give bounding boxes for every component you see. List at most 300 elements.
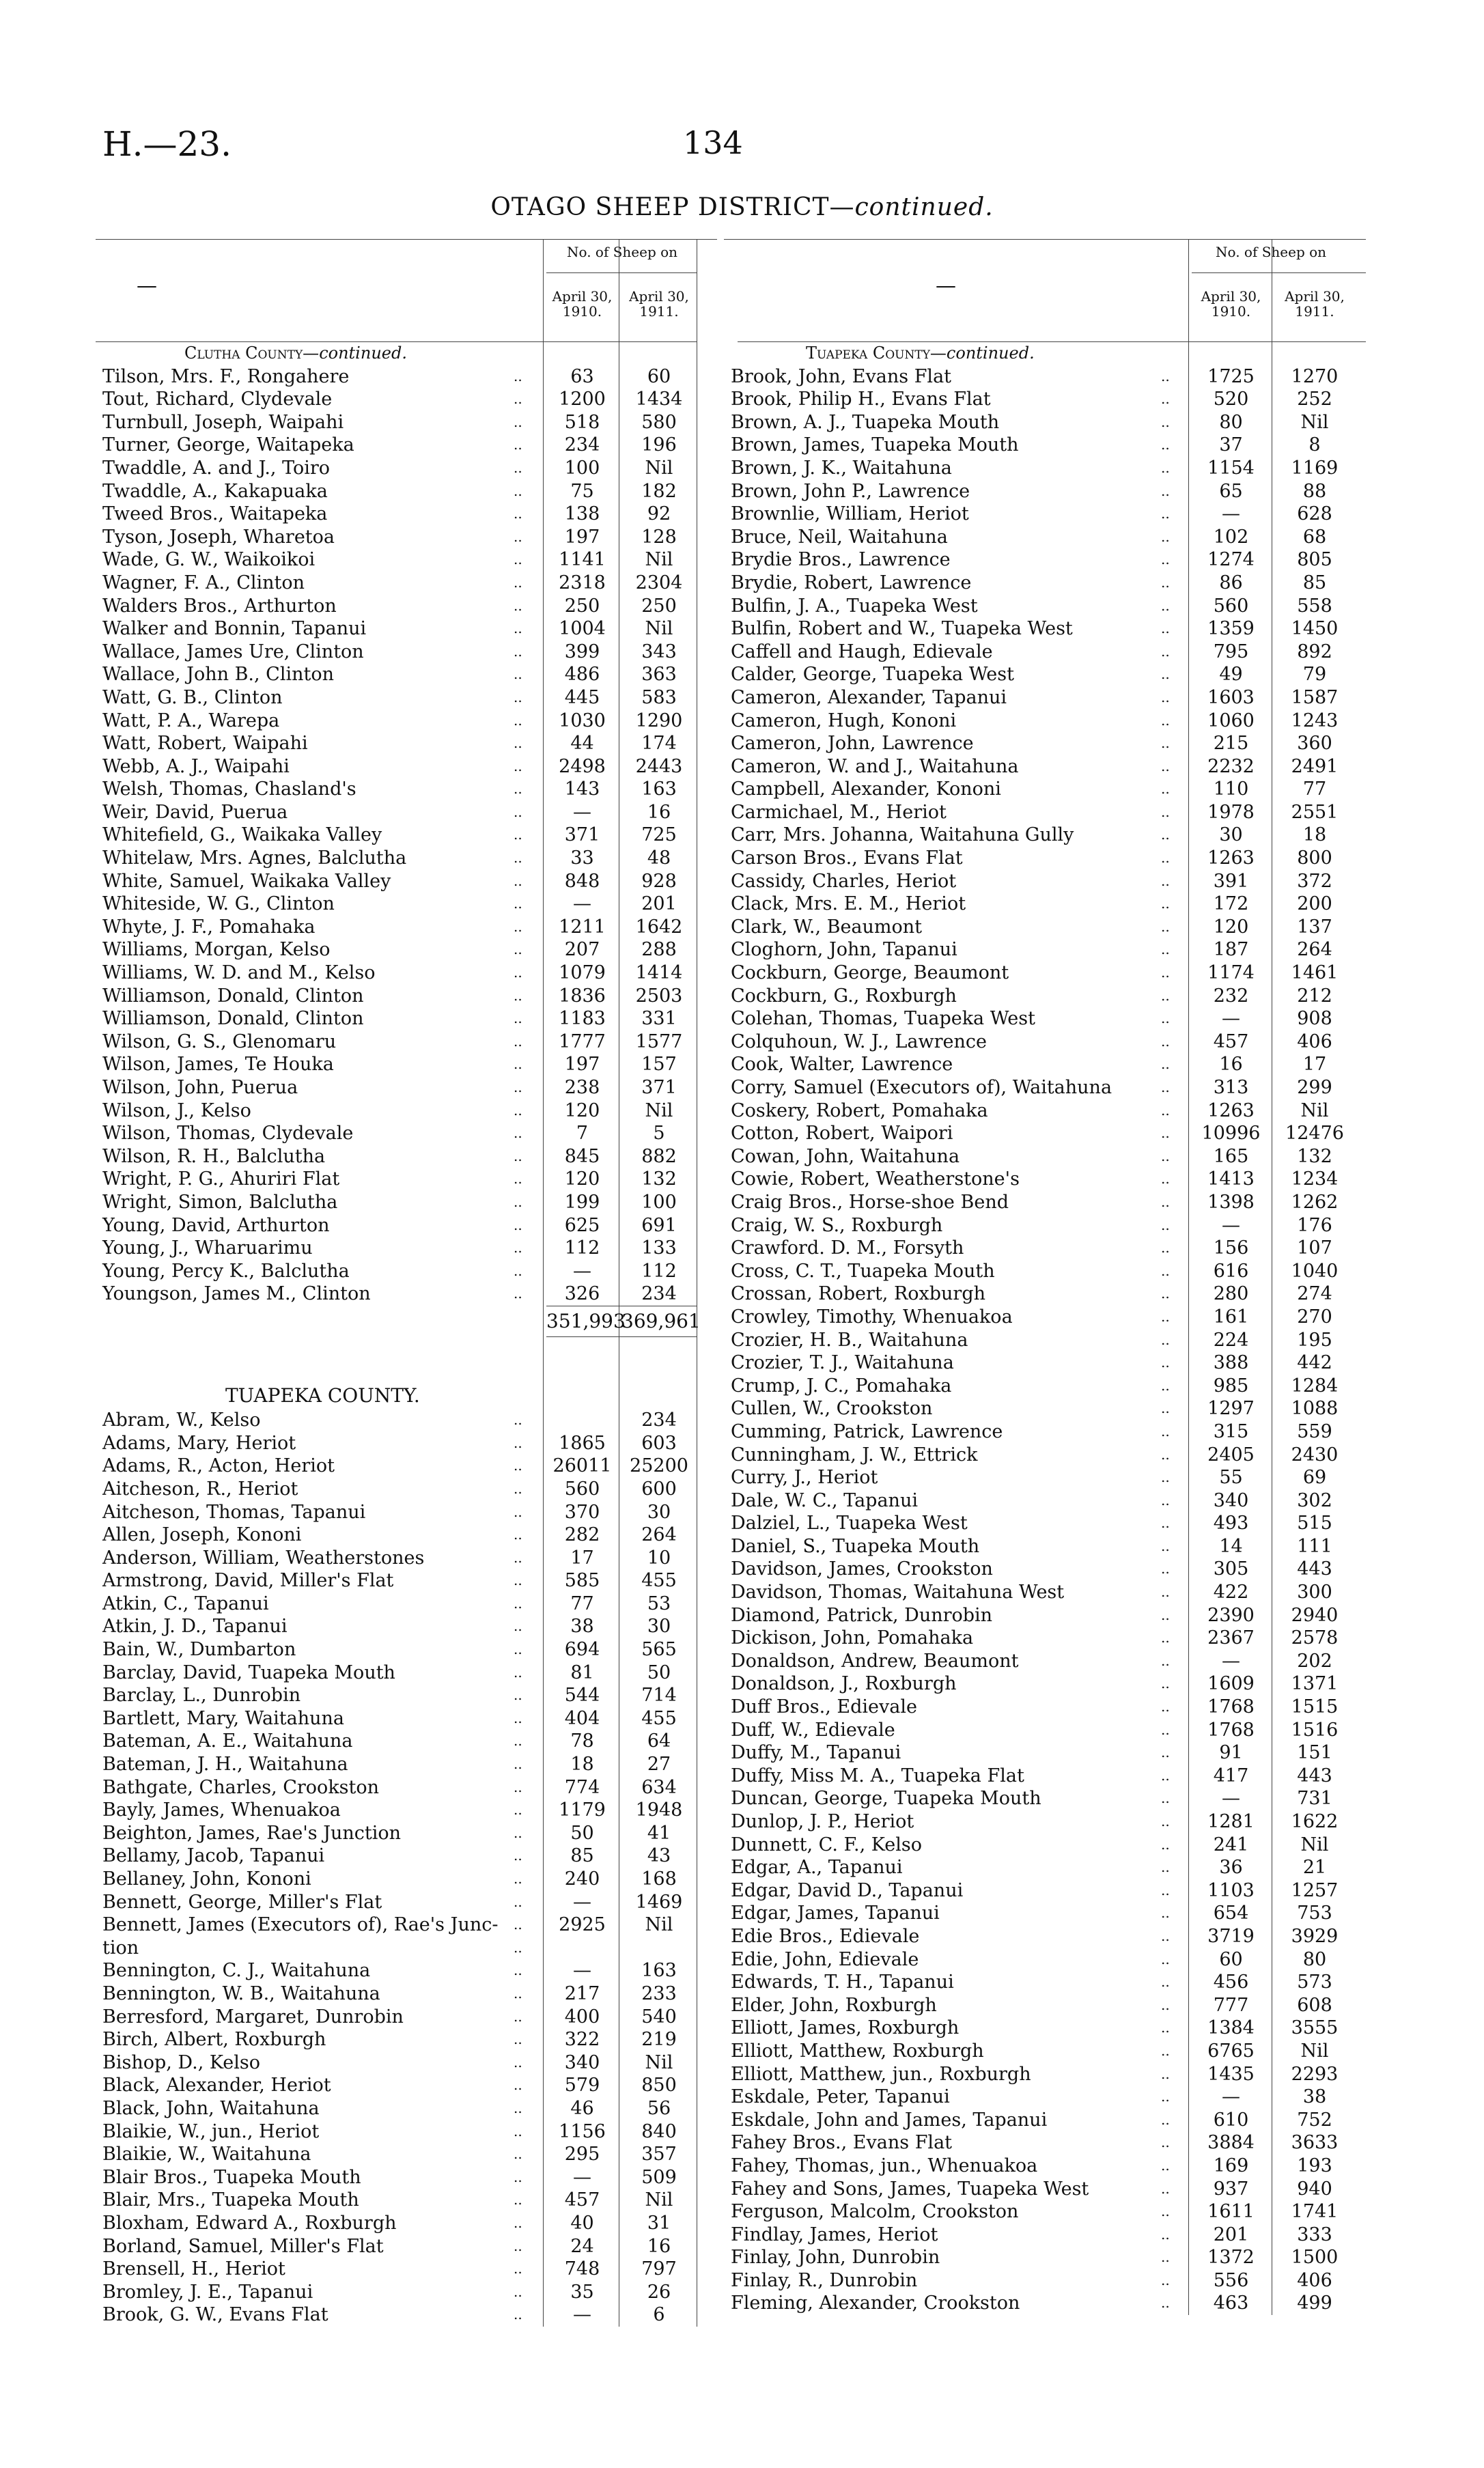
holder-name: Cross, C. T., Tuapeka Mouth (731, 1260, 995, 1282)
table-row (96, 1478, 717, 1501)
holder-name: Brook, G. W., Evans Flat (102, 2304, 328, 2326)
sheep-1910: 240 (564, 1868, 600, 1890)
table-row (96, 686, 717, 710)
table-row (724, 2292, 1366, 2315)
sheep-1911: 17 (1302, 1054, 1327, 1076)
sheep-1911: 163 (641, 1960, 677, 1982)
sheep-1911: 6 (653, 2304, 665, 2326)
holder-name: Cameron, Hugh, Kononi (731, 710, 957, 731)
holder-name: Barclay, L., Dunrobin (102, 1685, 301, 1707)
sheep-1911: 50 (647, 1661, 671, 1683)
sheep-1910: 463 (1213, 2292, 1249, 2314)
leader-dots: .. (514, 2099, 522, 2116)
holder-name: Bathgate, Charles, Crookston (102, 1776, 380, 1798)
holder-name: Tout, Richard, Clydevale (102, 389, 333, 410)
sheep-1910: 2405 (1207, 1444, 1255, 1466)
sheep-1911: 628 (1297, 503, 1332, 525)
sheep-1911: 455 (641, 1707, 677, 1729)
header-rule (1192, 272, 1366, 273)
sheep-1910: 493 (1213, 1513, 1249, 1534)
sheep-1911: 634 (641, 1776, 677, 1798)
holder-name: Turnbull, Joseph, Waipahi (102, 411, 344, 433)
leader-dots: .. (514, 528, 522, 545)
holder-name: Wilson, Thomas, Clydevale (102, 1123, 354, 1145)
leader-dots: .. (514, 1618, 522, 1635)
header-dash: — (936, 274, 956, 298)
holder-name: Brown, A. J., Tuapeka Mouth (731, 411, 1000, 433)
leader-dots: .. (514, 505, 522, 522)
leader-dots: .. (514, 735, 522, 752)
leader-dots: .. (514, 1239, 522, 1257)
table-row (724, 526, 1366, 549)
tuapeka-rows-left (96, 1409, 717, 2327)
holder-name: Bartlett, Mary, Waitahuna (102, 1707, 345, 1729)
leader-dots: .. (1161, 436, 1170, 453)
sheep-1911: 357 (641, 2144, 677, 2165)
table-row (96, 1122, 717, 1145)
holder-name: Donaldson, J., Roxburgh (731, 1673, 957, 1695)
sheep-1911: 8 (1308, 434, 1321, 456)
sheep-1911: 515 (1297, 1513, 1332, 1534)
leader-dots: .. (1161, 1881, 1170, 1898)
sheep-1911: Nil (645, 1914, 673, 1936)
leader-dots: .. (1161, 528, 1170, 545)
leader-dots: .. (514, 895, 522, 912)
holder-name: Cameron, W. and J., Waitahuna (731, 755, 1019, 777)
sheep-1911: 299 (1297, 1077, 1332, 1098)
sheep-1911: 1500 (1291, 2247, 1339, 2269)
leader-dots: .. (514, 1916, 522, 1933)
holder-name: Cotton, Robert, Waipori (731, 1123, 953, 1145)
sheep-1911: 691 (641, 1214, 677, 1236)
sheep-1911: 753 (1297, 1903, 1332, 1924)
holder-name: Dunnett, C. F., Kelso (731, 1834, 922, 1855)
sheep-1910: 1768 (1207, 1719, 1255, 1741)
sheep-1910: 2390 (1207, 1604, 1255, 1626)
holder-name: Cumming, Patrick, Lawrence (731, 1420, 1003, 1442)
sheep-1910: 1384 (1207, 2017, 1255, 2039)
leader-dots: .. (1161, 1698, 1170, 1715)
holder-name: Bennett, James (Executors of), Rae's Junc- (102, 1914, 499, 1936)
leader-dots: .. (1161, 459, 1170, 476)
holder-name: Atkin, C., Tapanui (102, 1593, 269, 1614)
sheep-1910: 340 (564, 2051, 600, 2073)
sheep-1910: 65 (1219, 480, 1243, 502)
leader-dots: .. (514, 574, 522, 591)
header-col2: April 30, 1911. (1285, 288, 1345, 320)
sheep-1910: 404 (564, 1707, 600, 1729)
holder-name: Williams, Morgan, Kelso (102, 939, 331, 961)
sheep-1911: 195 (1297, 1329, 1332, 1351)
sheep-1911: Nil (1300, 1834, 1329, 1855)
sheep-1910: 120 (1213, 916, 1249, 938)
leader-dots: .. (514, 436, 522, 453)
sheep-1911: 509 (641, 2166, 677, 2188)
sheep-1910: — (1222, 1650, 1240, 1672)
holder-name: Fahey, Thomas, jun., Whenuakoa (731, 2155, 1038, 2176)
leader-dots: .. (1161, 1422, 1170, 1440)
leader-dots: .. (514, 1870, 522, 1887)
leader-dots: .. (1161, 1859, 1170, 1876)
sheep-1911: 573 (1297, 1972, 1332, 1993)
leader-dots: .. (514, 1824, 522, 1841)
leader-dots: .. (514, 757, 522, 774)
table-row (724, 1351, 1366, 1375)
sheep-1911: 1270 (1291, 365, 1339, 387)
table-row (724, 411, 1366, 434)
table-row (724, 1581, 1366, 1604)
sheep-1910: 224 (1213, 1329, 1249, 1351)
sheep-1911: 26 (647, 2281, 671, 2303)
leader-dots: .. (1161, 2203, 1170, 2220)
table-row (96, 1030, 717, 1054)
table-row (96, 617, 717, 641)
leader-dots: .. (514, 459, 522, 476)
holder-name: Borland, Samuel, Miller's Flat (102, 2235, 384, 2257)
sheep-1911: 443 (1297, 1558, 1332, 1580)
sheep-1911: 201 (641, 893, 677, 915)
sheep-1910: 486 (564, 664, 600, 686)
leader-dots: .. (1161, 1262, 1170, 1279)
header-col2: April 30, 1911. (629, 288, 689, 320)
holder-name: Eskdale, Peter, Tapanui (731, 2086, 950, 2108)
table-row (96, 2051, 717, 2075)
sheep-1911: 1450 (1291, 618, 1339, 640)
sheep-1910: 26011 (552, 1455, 612, 1477)
holder-name: Williamson, Donald, Clinton (102, 985, 364, 1007)
leader-dots: .. (514, 643, 522, 660)
holder-name: Webb, A. J., Waipahi (102, 755, 290, 777)
sheep-1911: 1622 (1291, 1811, 1339, 1832)
sheep-1910: 2318 (559, 572, 606, 593)
sheep-1911: 234 (641, 1410, 677, 1431)
leader-dots: .. (514, 688, 522, 705)
sheep-1911: 5 (653, 1123, 665, 1145)
sheep-1911: 252 (1297, 389, 1332, 410)
sheep-1910: 1274 (1207, 549, 1255, 571)
holder-name: Bruce, Neil, Waitahuna (731, 526, 948, 548)
sheep-1910: 241 (1213, 1834, 1249, 1855)
sheep-1911: 797 (641, 2258, 677, 2280)
holder-name: Brown, John P., Lawrence (731, 480, 970, 502)
table-row (96, 595, 717, 618)
table-row (724, 1765, 1366, 1788)
sheep-1911: 64 (647, 1730, 671, 1752)
sheep-1910: 44 (570, 733, 594, 755)
leader-dots: .. (1161, 1056, 1170, 1073)
holder-name: Bulfin, Robert and W., Tuapeka West (731, 618, 1073, 640)
leader-dots: .. (1161, 1010, 1170, 1027)
leader-dots: .. (514, 826, 522, 843)
table-row (724, 663, 1366, 686)
county-clutha-name: Clutha County— (184, 343, 320, 363)
holder-name: Young, David, Arthurton (102, 1214, 330, 1236)
sheep-1911: 1642 (635, 916, 683, 938)
county-tuapeka-cont: continued. (946, 343, 1035, 363)
table-row (724, 1053, 1366, 1076)
holder-name: Edgar, A., Tapanui (731, 1857, 903, 1879)
leader-dots: .. (1161, 1515, 1170, 1532)
table-row (96, 1822, 717, 1845)
sheep-1910: 60 (1219, 1948, 1243, 1970)
leader-dots: .. (514, 367, 522, 384)
leader-dots: .. (1161, 1216, 1170, 1233)
leader-dots: .. (514, 1985, 522, 2002)
leader-dots: .. (1161, 781, 1170, 798)
sheep-1910: 1154 (1207, 457, 1255, 479)
sheep-1910: 748 (564, 2258, 600, 2280)
sheep-1910: 1281 (1207, 1811, 1255, 1832)
table-row (724, 1030, 1366, 1054)
table-row (724, 1925, 1366, 1948)
table-row (724, 710, 1366, 733)
leader-dots: .. (514, 1457, 522, 1474)
sheep-1910: 1768 (1207, 1696, 1255, 1718)
leader-dots: .. (514, 1503, 522, 1520)
holder-name: Findlay, James, Heriot (731, 2224, 938, 2245)
sheep-1911: 202 (1297, 1650, 1332, 1672)
sheep-1910: — (1222, 2086, 1240, 2108)
sheep-1910: 30 (1219, 824, 1243, 846)
sheep-1911: Nil (645, 1099, 673, 1121)
sheep-1910: 1263 (1207, 1099, 1255, 1121)
table-row (96, 1638, 717, 1661)
holder-name: Carr, Mrs. Johanna, Waitahuna Gully (731, 824, 1074, 846)
sheep-1910: 456 (1213, 1972, 1249, 1993)
table-row (96, 1237, 717, 1260)
leader-dots: .. (514, 551, 522, 568)
table-row (724, 1719, 1366, 1742)
leader-dots: .. (1161, 1102, 1170, 1119)
sheep-1911: 43 (647, 1845, 671, 1867)
leader-dots: .. (1161, 391, 1170, 408)
table-row (96, 1868, 717, 1891)
sheep-1911: 333 (1297, 2224, 1332, 2245)
holder-name: Brydie, Robert, Lawrence (731, 572, 972, 593)
sheep-1911: 200 (1297, 893, 1332, 915)
table-row (724, 1650, 1366, 1673)
table-row (96, 1282, 717, 1306)
holder-name: Turner, George, Waitapeka (102, 434, 354, 456)
leader-dots: .. (1161, 574, 1170, 591)
table-row (96, 457, 717, 480)
sheep-1911: 132 (1297, 1145, 1332, 1167)
header-rule (546, 272, 697, 273)
sheep-1910: 1297 (1207, 1398, 1255, 1420)
sheep-1910: 1611 (1207, 2201, 1255, 2223)
sheep-1910: 305 (1213, 1558, 1249, 1580)
leader-dots: .. (1161, 918, 1170, 935)
sheep-1910: — (573, 2304, 591, 2326)
table-row (724, 686, 1366, 710)
table-row (724, 824, 1366, 847)
holder-name: Carson Bros., Evans Flat (731, 847, 963, 869)
sheep-1911: 908 (1297, 1008, 1332, 1030)
sheep-1911: 1741 (1291, 2201, 1339, 2223)
sheep-1911: 85 (1302, 572, 1327, 593)
sheep-1911: 443 (1297, 1765, 1332, 1786)
table-row (724, 1214, 1366, 1237)
sheep-1910: 1200 (559, 389, 606, 410)
sheep-1911: 565 (641, 1639, 677, 1661)
holder-name: Wilson, James, Te Houka (102, 1054, 334, 1076)
leader-dots: .. (514, 413, 522, 430)
table-row (96, 2143, 717, 2166)
sheep-1911: 112 (641, 1260, 677, 1282)
holder-name: Brown, J. K., Waitahuna (731, 457, 952, 479)
table-row (724, 2040, 1366, 2063)
holder-name: Eskdale, John and James, Tapanui (731, 2109, 1048, 2131)
sheep-1910: 1725 (1207, 365, 1255, 387)
sheep-1910: 33 (570, 847, 594, 869)
holder-name: Dalziel, L., Tuapeka West (731, 1513, 968, 1534)
table-row (96, 710, 717, 733)
table-row (96, 847, 717, 870)
sheep-1910: 2925 (559, 1914, 606, 1936)
table-row (96, 1455, 717, 1478)
leader-dots: .. (514, 2237, 522, 2254)
sheep-1910: 544 (564, 1685, 600, 1707)
holder-name: Cockburn, George, Beaumont (731, 962, 1009, 984)
sheep-1911: 182 (641, 480, 677, 502)
sheep-1911: 1461 (1291, 962, 1339, 984)
leader-dots: .. (1161, 757, 1170, 774)
sheep-1910: 80 (1219, 411, 1243, 433)
leader-dots: .. (514, 597, 522, 614)
sheep-1910: 207 (564, 939, 600, 961)
table-row (96, 411, 717, 434)
holder-name: Cameron, Alexander, Tapanui (731, 686, 1007, 708)
sheep-1910: 1030 (559, 710, 606, 731)
leader-dots: .. (1161, 826, 1170, 843)
holder-name: White, Samuel, Waikaka Valley (102, 870, 391, 892)
table-row (724, 1834, 1366, 1857)
sheep-1910: 49 (1219, 664, 1243, 686)
leader-dots: .. (1161, 1469, 1170, 1486)
table-row (724, 1420, 1366, 1444)
sheep-1911: 892 (1297, 641, 1332, 662)
table-row (724, 1466, 1366, 1489)
sheep-1910: 585 (564, 1570, 600, 1592)
holder-name: Bennett, George, Miller's Flat (102, 1891, 382, 1913)
holder-name: Curry, J., Heriot (731, 1467, 878, 1489)
sheep-1911: 1262 (1291, 1191, 1339, 1213)
sheep-1910: 937 (1213, 2178, 1249, 2200)
sheep-1911: 406 (1297, 2269, 1332, 2291)
table-row (96, 1776, 717, 1799)
table-row (724, 1397, 1366, 1420)
sheep-1910: 774 (564, 1776, 600, 1798)
holder-name: Fahey Bros., Evans Flat (731, 2132, 953, 2154)
sheep-1911: 714 (641, 1685, 677, 1707)
leader-dots: .. (514, 918, 522, 935)
table-row (96, 1191, 717, 1214)
sheep-1910: 215 (1213, 733, 1249, 755)
sheep-1911: 2503 (635, 985, 683, 1007)
sheep-1911: 840 (641, 2120, 677, 2142)
sheep-1911: Nil (1300, 2040, 1329, 2062)
sheep-1911: 2940 (1291, 1604, 1339, 1626)
leader-dots: .. (1161, 1629, 1170, 1646)
leader-dots: .. (514, 1893, 522, 1910)
sheep-1910: 1156 (559, 2120, 606, 2142)
table-row (96, 985, 717, 1008)
leader-dots: .. (514, 1434, 522, 1451)
table-row (724, 2178, 1366, 2201)
leader-dots: .. (1161, 1079, 1170, 1095)
sheep-1911: Nil (645, 549, 673, 571)
table-row (724, 916, 1366, 939)
leader-dots: .. (514, 1572, 522, 1589)
sheep-1910: 520 (1213, 389, 1249, 410)
leader-dots: .. (1161, 735, 1170, 752)
holder-name: Duff, W., Edievale (731, 1719, 895, 1741)
holder-name: Whitelaw, Mrs. Agnes, Balclutha (102, 847, 407, 869)
table-row (96, 641, 717, 664)
sheep-1910: 86 (1219, 572, 1243, 593)
holder-name: Cunningham, J. W., Ettrick (731, 1444, 978, 1466)
leader-dots: .. (514, 1056, 522, 1073)
sheep-1910: 2498 (559, 755, 606, 777)
table-row (724, 1810, 1366, 1834)
table-row (96, 503, 717, 526)
holder-name: Wilson, John, Puerua (102, 1077, 298, 1098)
title-continued: continued. (854, 193, 994, 221)
table-row (724, 1489, 1366, 1513)
table-row (724, 2086, 1366, 2109)
sheep-1910: 232 (1213, 985, 1249, 1007)
sheep-1911: 219 (641, 2029, 677, 2051)
sheep-1910: — (1222, 1214, 1240, 1236)
leader-dots: .. (1161, 643, 1170, 660)
table-row (724, 1856, 1366, 1879)
sheep-1911: 2304 (635, 572, 683, 593)
holder-name: Carmichael, M., Heriot (731, 801, 947, 823)
table-row (724, 617, 1366, 641)
sheep-1910: 156 (1213, 1237, 1249, 1259)
sheep-1910: 457 (1213, 1030, 1249, 1052)
table-row (724, 2017, 1366, 2040)
leader-dots: .. (1161, 1836, 1170, 1853)
sheep-1911: 92 (647, 503, 671, 525)
header-group-label: No. of Sheep on (567, 244, 678, 260)
leader-dots: .. (514, 1216, 522, 1233)
holder-name: Wright, Simon, Balclutha (102, 1191, 338, 1213)
table-row (96, 1007, 717, 1030)
sheep-1910: 1141 (559, 549, 606, 571)
leader-dots: .. (1161, 2157, 1170, 2174)
holder-name: Adams, R., Acton, Heriot (102, 1455, 335, 1477)
sheep-1910: 560 (1213, 595, 1249, 617)
holder-name: Colehan, Thomas, Tuapeka West (731, 1008, 1035, 1030)
table-row (96, 2074, 717, 2097)
leader-dots: .. (514, 1733, 522, 1750)
sheep-1911: Nil (645, 457, 673, 479)
right-column (724, 239, 1366, 2315)
sheep-1910: 322 (564, 2029, 600, 2051)
leader-dots: .. (514, 1125, 522, 1142)
holder-name: Aitcheson, R., Heriot (102, 1478, 298, 1500)
holder-name: Crozier, T. J., Waitahuna (731, 1352, 954, 1374)
sheep-1911: 3929 (1291, 1925, 1339, 1947)
leader-dots: .. (514, 1193, 522, 1210)
table-row (724, 2131, 1366, 2155)
sheep-1911: 250 (641, 595, 677, 617)
sheep-1911: Nil (1300, 1099, 1329, 1121)
table-row (724, 1122, 1366, 1145)
table-row (724, 1994, 1366, 2017)
holder-name: Dunlop, J. P., Heriot (731, 1811, 914, 1832)
